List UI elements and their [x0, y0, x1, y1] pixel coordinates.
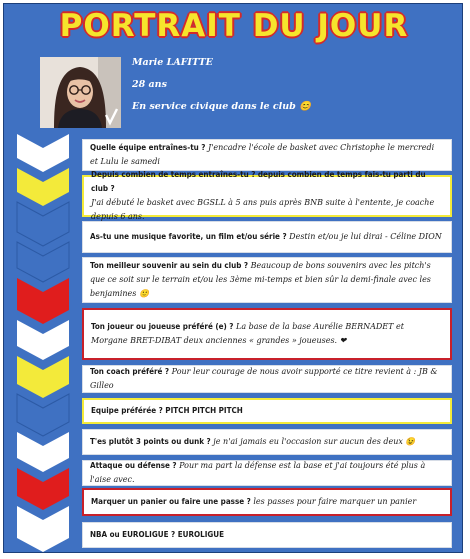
question-text: Depuis combien de temps entraînes-tu ? depuis combien de temps fais-tu parti du club ? [91, 170, 426, 193]
question-text: Ton joueur ou joueuse préféré (e) ? [91, 322, 234, 331]
question-text: Ton coach préféré ? [90, 367, 170, 376]
answer-text: Destin et/ou je lui dirai - Céline DION [289, 232, 442, 241]
question-text: As-tu une musique favorite, un film et/ou série ? [90, 232, 287, 241]
question-card [82, 257, 452, 303]
question-card [82, 365, 452, 393]
profile-age: 28 ans [132, 79, 167, 90]
question-card [82, 139, 452, 171]
answer-text: La base de la base Aurélie BERNADET et Morgane BRET-DIBAT deux anciennes « grandes » joueuses. ❤ [91, 322, 404, 345]
question-text: Ton meilleur souvenir au sein du club ? [90, 261, 249, 270]
question-card [82, 308, 452, 360]
question-text: Equipe préférée ? PITCH PITCH PITCH [91, 406, 243, 415]
question-text: Marquer un panier ou faire une passe ? [91, 497, 251, 506]
question-text: Quelle équipe entraînes-tu ? [90, 143, 206, 152]
question-text: T'es plutôt 3 points ou dunk ? [90, 437, 211, 446]
answer-text: Pour ma part la défense est la base et j'ai toujours été plus à l'aise avec. [90, 461, 426, 484]
answer-text: je n'ai jamais eu l'occasion sur aucun des deux 😉 [213, 437, 416, 446]
profile-info [132, 56, 311, 122]
chevron-column-decoration [15, 134, 71, 554]
portrait-panel [3, 3, 463, 553]
question-card [82, 488, 452, 516]
question-card [82, 429, 452, 455]
answer-text: J'ai débuté le basket avec BGSLL à 5 ans puis après BNB suite à l'entente, je coache depuis 6 ans. [91, 198, 435, 221]
question-card [82, 170, 452, 221]
question-text: NBA ou EUROLIGUE ? EUROLIGUE [90, 530, 225, 539]
page-title: PORTRAIT DU JOUR [59, 8, 409, 44]
question-card [82, 460, 452, 486]
answer-text: J'encadre l'école de basket avec Christophe le mercredi et Lulu le samedi [90, 143, 435, 166]
profile-role: En service civique dans le club 😊 [132, 101, 311, 112]
portrait-image [40, 57, 121, 128]
question-card [82, 522, 452, 548]
answer-text: les passes pour faire marquer un panier [253, 497, 417, 506]
answer-text: Beaucoup de bons souvenirs avec les pitch's que ce soit sur le terrain et/ou les 3ème mi-temps et bien sûr la demi-finale avec les benjamines 🙂 [90, 261, 431, 298]
profile-photo [40, 57, 121, 128]
chevron-icon [17, 134, 69, 552]
question-card [82, 221, 452, 253]
answer-text: Pour leur courage de nous avoir supporté ce titre revient à : JB & Gilleo [90, 367, 438, 390]
question-text: Attaque ou défense ? [90, 461, 177, 470]
profile-name: Marie LAFITTE [132, 57, 213, 68]
question-card [82, 398, 452, 424]
